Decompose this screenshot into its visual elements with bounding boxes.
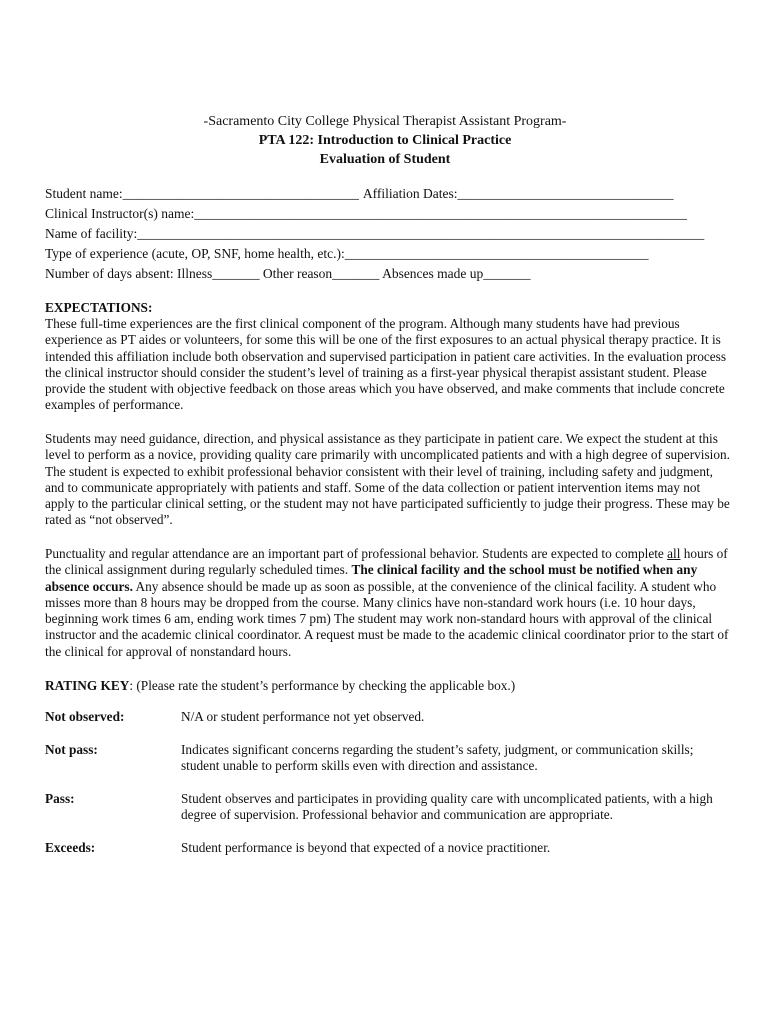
- rating-description: Student performance is beyond that expected of a novice practitioner.: [181, 840, 551, 855]
- text-span: hours of the clinical assignment during regularly scheduled times.: [45, 546, 728, 578]
- rating-term: Not pass:: [45, 742, 98, 757]
- absence-notice: The clinical facility and the school must be notified when any absence occurs.: [45, 562, 698, 594]
- name-dates-row: [45, 184, 725, 204]
- rating-description: Student observes and participates in providing quality care with uncomplicated patients, with a high degree of supervision. Professional behavior and communication are appropriate.: [181, 791, 713, 823]
- student-info-fields: [45, 184, 725, 284]
- document-header: [0, 112, 770, 169]
- paragraph-text: These full-time experiences are the first clinical component of the program. Although many students have had previous experience as PT aides or volunteers, for some this will be one of the first exposures to an actual physical therapy practice. It is intended this affiliation include both observation and supervised participation in patient care activities. In the evaluation process the clinical instructor should consider the student’s level of training as a first-year physical therapist assistant student. Please provide the student with objective feedback on those areas which you have observed, and make comments that include concrete examples of performance.: [45, 316, 727, 413]
- expectations-heading: EXPECTATIONS:: [45, 300, 153, 315]
- rating-key-intro: [45, 678, 731, 694]
- clinical-instructor-field[interactable]: Clinical Instructor(s) name:_________________________________________________________________________: [45, 206, 687, 221]
- days-absent-field[interactable]: Number of days absent: Illness_______ Other reason_______ Absences made up_______: [45, 266, 531, 281]
- rating-key-instruction: : (Please rate the student’s performance by checking the applicable box.): [129, 678, 516, 693]
- affiliation-dates-field[interactable]: Affiliation Dates:________________________________: [362, 186, 674, 201]
- paragraph-text: [45, 546, 731, 660]
- rating-term: Not observed:: [45, 709, 125, 724]
- text-span: Any absence should be made up as soon as possible, at the convenience of the clinical facility. A student who misses more than 8 hours may be dropped from the course. Many clinics have non-standard work hours (i.e. 10 hour days, beginning work times 6 am, ending work times 7 pm) The student may work non-standard hours with approval of the clinical instructor and the academic clinical coordinator. A request must be made to the academic clinical coordinator prior to the start of the clinical for approval of nonstandard hours.: [45, 578, 729, 659]
- course-title: PTA 122: Introduction to Clinical Practice: [258, 133, 512, 148]
- expectations-paragraph-2: [45, 431, 731, 529]
- rating-description: Indicates significant concerns regarding the student’s safety, judgment, or communication skills; student unable to perform skills even with direction and assistance.: [181, 742, 694, 774]
- form-title: Evaluation of Student: [319, 152, 451, 167]
- student-name-field[interactable]: Student name:___________________________________: [45, 186, 359, 201]
- program-name: -Sacramento City College Physical Therapist Assistant Program-: [203, 114, 567, 129]
- rating-term: Pass:: [45, 791, 75, 806]
- experience-type-field[interactable]: Type of experience (acute, OP, SNF, home health, etc.):_____________________________________________: [45, 246, 649, 261]
- attendance-paragraph: [45, 546, 731, 660]
- underlined-all: all: [667, 546, 681, 561]
- expectations-paragraph-1: [45, 316, 731, 414]
- facility-field[interactable]: Name of facility:____________________________________________________________________________________: [45, 226, 705, 241]
- text-span: Punctuality and regular attendance are an important part of professional behavior. Students are expected to complete: [45, 546, 668, 561]
- rating-description: N/A or student performance not yet observed.: [181, 709, 425, 724]
- rating-key-heading: RATING KEY: [45, 678, 130, 693]
- paragraph-text: Students may need guidance, direction, and physical assistance as they participate in patient care. We expect the student at this level to perform as a novice, providing quality care primarily with uncomplicated patients and with a high degree of supervision. The student is expected to exhibit professional behavior consistent with their level of training, including safety and judgment, and to communicate appropriately with patients and staff. Some of the data collection or patient intervention items may not apply to the particular clinical setting, or the student may not have participated sufficiently to judge their progress. These may be rated as “not observed”.: [45, 431, 730, 528]
- rating-term: Exceeds:: [45, 840, 96, 855]
